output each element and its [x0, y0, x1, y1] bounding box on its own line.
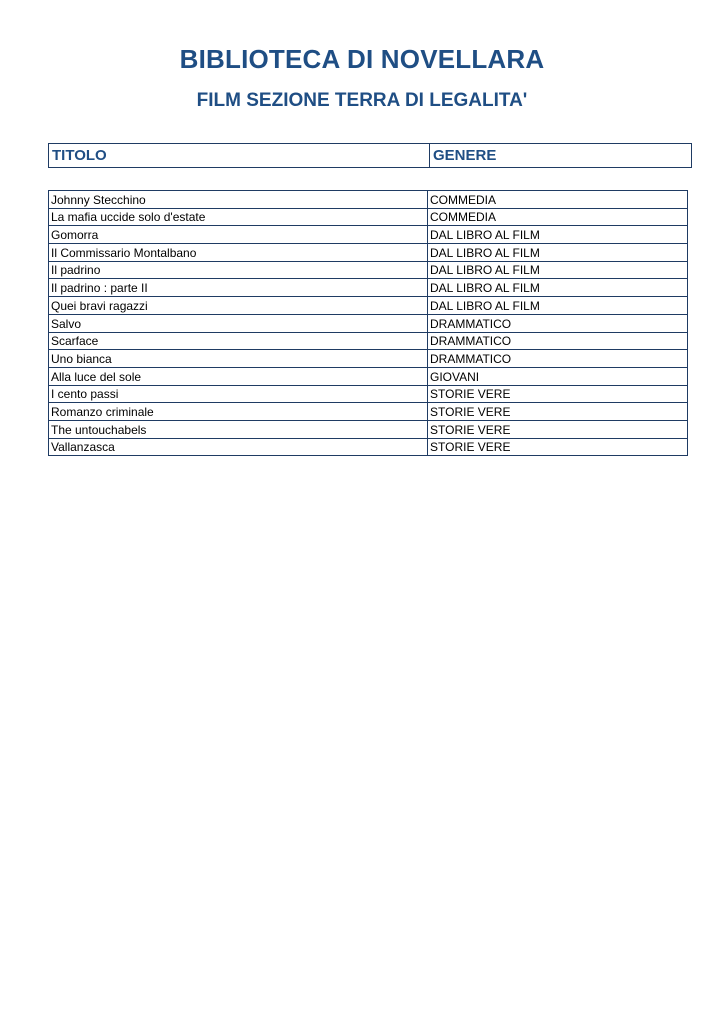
- film-genre-cell: STORIE VERE: [428, 385, 688, 403]
- header-row: [49, 144, 692, 168]
- film-title-cell: I cento passi: [49, 385, 428, 403]
- film-title-cell: Scarface: [49, 332, 428, 350]
- page-title: BIBLIOTECA DI NOVELLARA: [179, 44, 545, 74]
- film-genre-cell: STORIE VERE: [428, 420, 688, 438]
- film-genre-cell: DRAMMATICO: [428, 350, 688, 368]
- table-row: [49, 403, 688, 421]
- film-title-cell: Il Commissario Montalbano: [49, 244, 428, 262]
- film-genre-cell: DAL LIBRO AL FILM: [428, 226, 688, 244]
- table-row: [49, 420, 688, 438]
- film-title-cell: Uno bianca: [49, 350, 428, 368]
- film-genre-cell: DAL LIBRO AL FILM: [428, 244, 688, 262]
- film-genre-cell: STORIE VERE: [428, 438, 688, 456]
- table-row: [49, 191, 688, 209]
- film-title-cell: Romanzo criminale: [49, 403, 428, 421]
- film-title-cell: Il padrino : parte II: [49, 279, 428, 297]
- header-genre-cell: GENERE: [430, 144, 692, 168]
- table-row: [49, 367, 688, 385]
- column-header-table: [48, 143, 692, 168]
- table-row: [49, 385, 688, 403]
- film-title-cell: La mafia uccide solo d'estate: [49, 208, 428, 226]
- film-title-cell: Vallanzasca: [49, 438, 428, 456]
- film-table: [48, 190, 688, 456]
- film-title-cell: The untouchabels: [49, 420, 428, 438]
- film-genre-cell: STORIE VERE: [428, 403, 688, 421]
- table-row: [49, 208, 688, 226]
- table-row: [49, 244, 688, 262]
- film-genre-cell: DAL LIBRO AL FILM: [428, 279, 688, 297]
- film-genre-cell: DAL LIBRO AL FILM: [428, 261, 688, 279]
- film-genre-cell: COMMEDIA: [428, 191, 688, 209]
- film-genre-cell: COMMEDIA: [428, 208, 688, 226]
- table-row: [49, 261, 688, 279]
- header-title-cell: TITOLO: [49, 144, 430, 168]
- table-row: [49, 350, 688, 368]
- film-genre-cell: DRAMMATICO: [428, 314, 688, 332]
- table-row: [49, 314, 688, 332]
- table-row: [49, 279, 688, 297]
- film-title-cell: Alla luce del sole: [49, 367, 428, 385]
- film-title-cell: Gomorra: [49, 226, 428, 244]
- film-genre-cell: GIOVANI: [428, 367, 688, 385]
- film-title-cell: Salvo: [49, 314, 428, 332]
- page-subtitle: FILM SEZIONE TERRA DI LEGALITA': [196, 90, 528, 111]
- table-row: [49, 332, 688, 350]
- film-title-cell: Il padrino: [49, 261, 428, 279]
- table-row: [49, 297, 688, 315]
- film-genre-cell: DRAMMATICO: [428, 332, 688, 350]
- table-row: [49, 226, 688, 244]
- film-table-body: [49, 191, 688, 456]
- film-title-cell: Quei bravi ragazzi: [49, 297, 428, 315]
- film-genre-cell: DAL LIBRO AL FILM: [428, 297, 688, 315]
- table-row: [49, 438, 688, 456]
- film-title-cell: Johnny Stecchino: [49, 191, 428, 209]
